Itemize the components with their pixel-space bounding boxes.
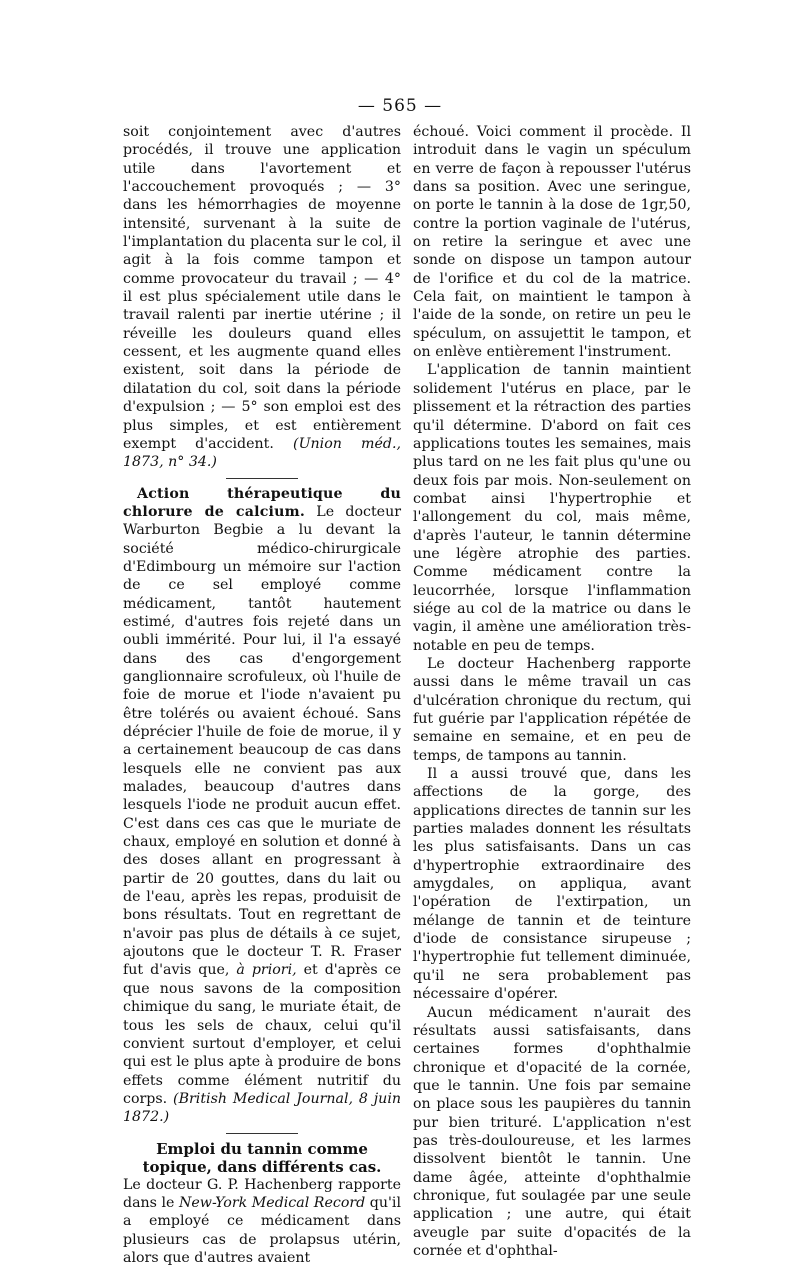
paragraph: Il a aussi trouvé que, dans les affections de la gorge, des applications directes de tannin sur les parties malades donnent les résultats les plus satisfaisants. Dans un cas d'hypertrophie extraordinaire des amygdales, on appliqua, avant l'opération de l'extirpation, un mélange de tannin et de teinture d'iode de consistance sirupeuse ; l'hypertrophie fut tellement diminuée, qu'il ne sera probablement pas nécessaire d'opérer. <box>413 766 691 1003</box>
paragraph: Le docteur Hachenberg rapporte aussi dans le même travail un cas d'ulcération chronique du rectum, qui fut guérie par l'application répétée de semaine en semaine, et en peu de temps, de tampons au tannin. <box>413 655 691 764</box>
paragraph: Aucun médicament n'aurait des résultats aussi satisfaisants, dans certaines formes d'ophthalmie chronique et d'opacité de la cornée, que le tannin. Une fois par semaine on place sous les paupières du tannin pur bien trituré. L'application n'est pas très-douloureuse, et les larmes dissolvent bientôt le tannin. Une dame âgée, atteinte d'ophthalmie chronique, fut soulagée par une seule application ; une autre, qui était aveugle par suite d'opacités de la cornée et d'ophthal- <box>413 1004 691 1259</box>
paragraph-text: Le docteur G. P. Hachenberg rapporte dans le <box>123 1176 401 1211</box>
paragraph-text: qu'il a employé ce médicament dans plusieurs cas de prolapsus utérin, alors que d'autres avaient <box>123 1194 401 1266</box>
section-divider <box>226 478 298 479</box>
paragraph-text: Le docteur Warburton Begbie a lu devant la société médico-chirurgicale d'Edimbourg un mémoire sur l'action de ce sel employé comme médicament, tantôt hautement estimé, d'autres fois rejeté dans un oubli immérité. Pour lui, il l'a essayé dans des cas d'engorgement ganglionnaire scrofuleux, où l'huile de foie de morue et l'iode n'avaient pu être tolérés ou avaient échoué. Sans déprécier l'huile de foie de morue, il y a certainement beaucoup de cas dans lesquels elle ne convient pas aux malades, beaucoup d'autres dans lesquels l'iode ne produit aucun effet. C'est dans ces cas que le muriate de chaux, employé en solution et donné à des doses allant en progressant à partir de 20 gouttes, dans du lait ou de l'eau, après les repas, produisit de bons résultats. Tout en regrettant de n'avoir pas plus de détails à ce sujet, ajoutons que le docteur T. R. Fraser fut d'avis que, <box>123 503 401 979</box>
section-heading: Emploi du tannin comme topique, dans différents cas. <box>142 1139 382 1176</box>
italic-phrase: à priori, <box>236 962 297 979</box>
paragraph-text: soit conjointement avec d'autres procédés, il trouve une application utile dans l'avortement et l'accouchement provoqués ; — 3° dans les hémorrhagies de moyenne intensité, survenant à la suite de l'implantation du placenta sur le col, il agit à la fois comme tampon et comme provocateur du travail ; — 4° il est plus spécialement utile dans le travail ralenti par inertie utérine ; il réveille les douleurs quand elles cessent, et les augmente quand elles existent, soit dans la période de dilatation du col, soit dans la période d'expulsion ; — 5° son emploi est des plus simples, et est entièrement exempt d'accident. <box>123 124 401 452</box>
section-heading: Action thérapeutique du chlorure de calcium. <box>123 485 401 520</box>
citation: (Union méd., 1873, n° 34.) <box>123 435 401 471</box>
paragraph <box>123 1176 401 1267</box>
journal-name: New-York Medical Record <box>178 1194 366 1211</box>
paragraph-text: et d'après ce que nous savons de la composition chimique du sang, le muriate était, de tous les sels de chaux, celui qu'il convient surtout d'employer, et celui qui est le plus apte à produire de bons effets comme élément nutritif du corps. <box>123 962 401 1107</box>
paragraph <box>123 485 401 1127</box>
paragraph <box>123 123 401 472</box>
paragraph: échoué. Voici comment il procède. Il introduit dans le vagin un spéculum en verre de façon à repousser l'utérus dans sa position. Avec une seringue, on porte le tannin à la dose de 1gr,50, contre la portion vaginale de l'utérus, on retire la seringue et avec une sonde on dispose un tampon autour de l'orifice et du col de la matrice. Cela fait, on maintient le tampon à l'aide de la sonde, on retire un peu le spéculum, on assujettit le tampon, et on enlève entièrement l'instrument. <box>413 124 691 361</box>
paragraph: L'application de tannin maintient solidement l'utérus en place, par le plissement et la rétraction des parties qu'il détermine. D'abord on fait ces applications toutes les semaines, mais plus tard on ne les fait plus qu'une ou deux fois par mois. Non-seulement on combat ainsi l'hypertrophie et l'allongement du col, mais même, d'après l'auteur, le tannin détermine une légère atrophie des parties. Comme médicament contre la leucorrhée, lorsque l'inflammation siége au col de la matrice ou dans le vagin, il amène une amélioration très-notable en peu de temps. <box>413 362 691 654</box>
page-number: — 565 — <box>357 96 443 116</box>
section-divider <box>226 1133 298 1134</box>
right-column <box>413 123 691 1260</box>
left-column <box>123 123 401 1267</box>
citation: (British Medical Journal, 8 juin 1872.) <box>123 1090 401 1126</box>
